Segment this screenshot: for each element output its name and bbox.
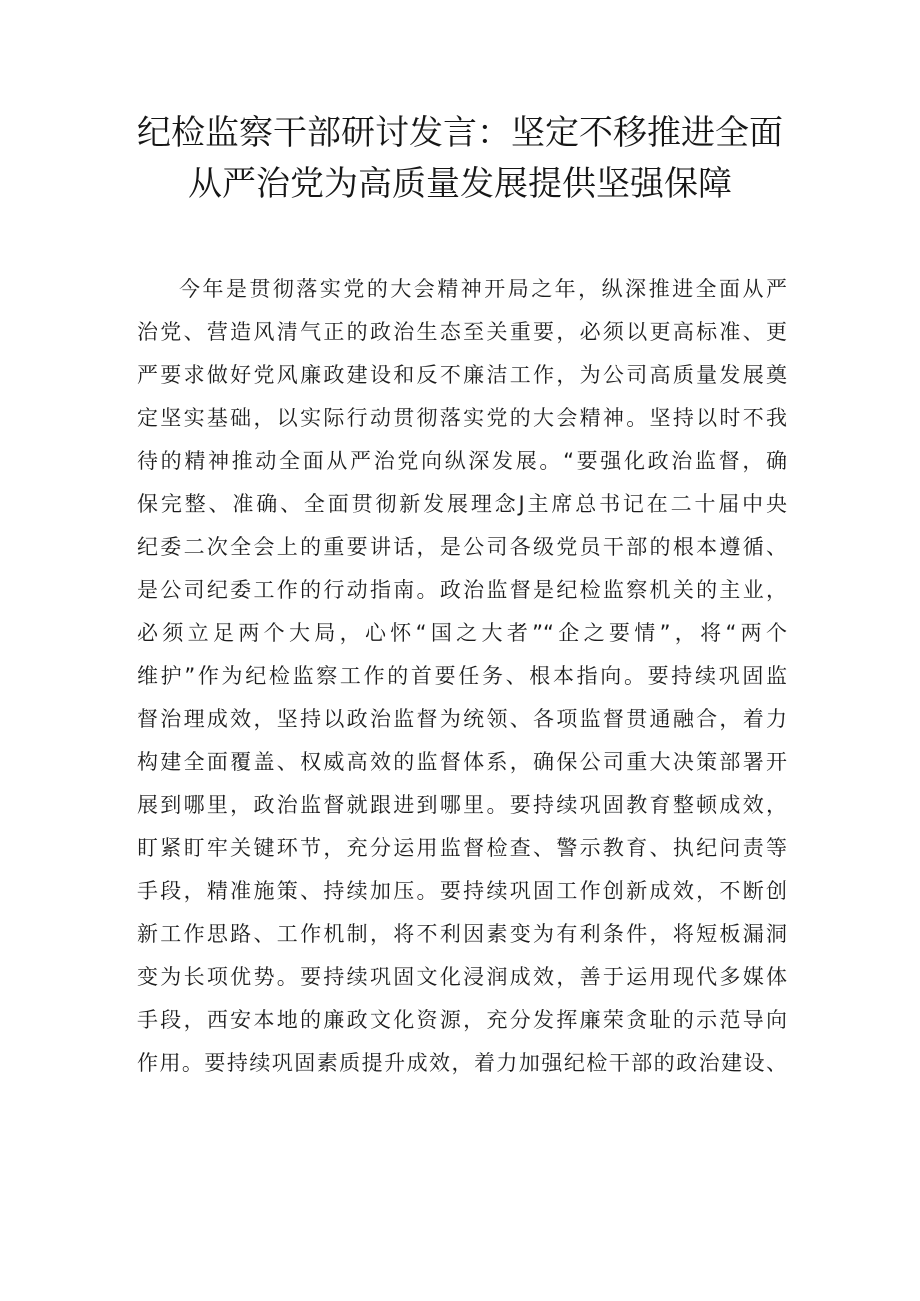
body-line: 必须立足两个大局，心怀“国之大者”“企之要情”，将“两个 bbox=[137, 621, 787, 645]
body-line: 严要求做好党风廉政建设和反不廉洁工作，为公司高质量发展奠 bbox=[137, 363, 787, 387]
body-line: 今年是贯彻落实党的大会精神开局之年，纵深推进全面从严 bbox=[179, 277, 787, 301]
title-line-1: 纪检监察干部研讨发言：坚定不移推进全面 bbox=[137, 113, 783, 153]
body-line: 新工作思路、工作机制，将不利因素变为有利条件，将短板漏洞 bbox=[137, 922, 787, 946]
body-line: 治党、营造风清气正的政治生态至关重要，必须以更高标准、更 bbox=[137, 320, 787, 344]
body-line: 手段，西安本地的廉政文化资源，充分发挥廉荣贪耻的示范导向 bbox=[137, 1008, 787, 1032]
body-line: 待的精神推动全面从严治党向纵深发展。“要强化政治监督，确 bbox=[137, 449, 787, 473]
body-line: 变为长项优势。要持续巩固文化浸润成效，善于运用现代多媒体 bbox=[137, 965, 787, 989]
body-line: 定坚实基础，以实际行动贯彻落实党的大会精神。坚持以时不我 bbox=[137, 406, 787, 430]
body-line: 作用。要持续巩固素质提升成效，着力加强纪检干部的政治建设、 bbox=[137, 1051, 787, 1075]
body-line: 盯紧盯牢关键环节，充分运用监督检查、警示教育、执纪问责等 bbox=[137, 836, 787, 860]
document-title bbox=[100, 108, 820, 210]
body-line: 维护”作为纪检监察工作的首要任务、根本指向。要持续巩固监 bbox=[137, 664, 787, 688]
body-line: 保完整、准确、全面贯彻新发展理念J主席总书记在二十届中央 bbox=[137, 492, 787, 516]
body-paragraph bbox=[137, 268, 787, 1085]
body-line: 纪委二次全会上的重要讲话，是公司各级党员干部的根本遵循、 bbox=[137, 535, 787, 559]
body-line: 手段，精准施策、持续加压。要持续巩固工作创新成效，不断创 bbox=[137, 879, 787, 903]
body-line: 督治理成效，坚持以政治监督为统领、各项监督贯通融合，着力 bbox=[137, 707, 787, 731]
title-line-2: 从严治党为高质量发展提供坚强保障 bbox=[188, 164, 732, 204]
body-line: 是公司纪委工作的行动指南。政治监督是纪检监察机关的主业， bbox=[137, 578, 787, 602]
body-line: 展到哪里，政治监督就跟进到哪里。要持续巩固教育整顿成效， bbox=[137, 793, 787, 817]
body-line: 构建全面覆盖、权威高效的监督体系，确保公司重大决策部署开 bbox=[137, 750, 787, 774]
